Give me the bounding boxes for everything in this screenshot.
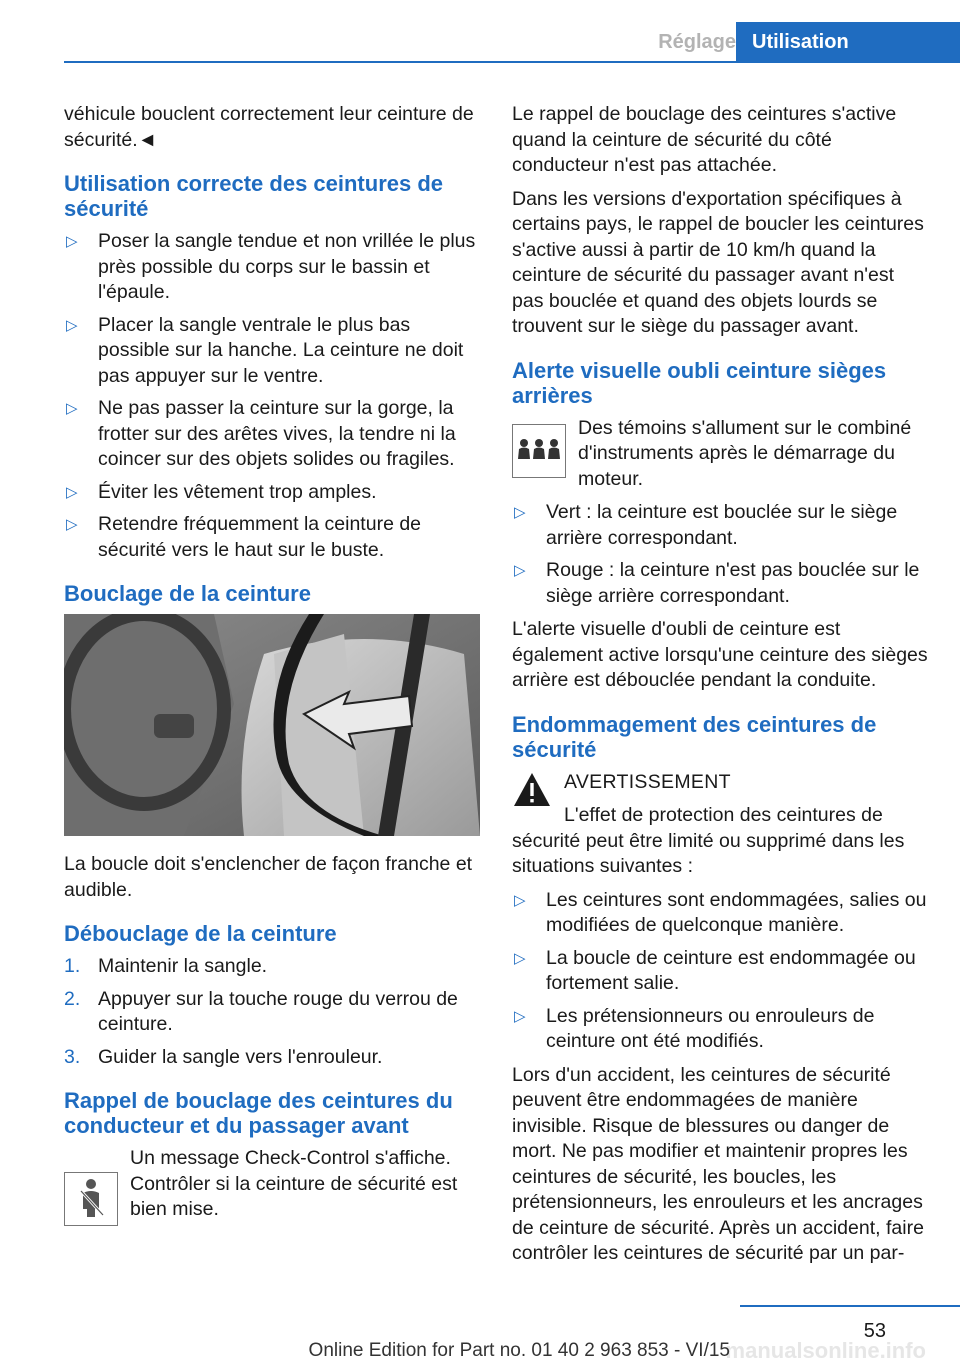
list-item: 1. Maintenir la sangle. <box>64 955 268 977</box>
list-item: ▷ Poser la sangle tendue et non vrillée le plus près possible du corps sur le bassin et l'épaule. <box>66 230 476 303</box>
list-item: 3. Guider la sangle vers l'enrouleur. <box>64 1045 383 1068</box>
bullet-marker-icon: ▷ <box>514 1007 526 1025</box>
bullet-marker-icon: ▷ <box>66 483 78 501</box>
section-title-unbuckling: Débouclage de la ceinture <box>64 921 337 946</box>
reminder-block <box>64 1146 482 1223</box>
list-item: ▷ Éviter les vêtement trop amples. <box>64 480 482 506</box>
section-title-reminder: Rappel de bouclage des ceintures du conducteur et du passager avant <box>64 1088 453 1138</box>
bullet-marker-icon: ▷ <box>66 400 78 417</box>
bullet-marker-icon: ▷ <box>66 516 78 533</box>
rear-alert-list <box>512 500 930 609</box>
list-item: ▷ Rouge : la ceinture n'est pas bouclée sur le siège arrière correspondant. <box>514 559 920 607</box>
edition-text: Online Edition for Part no. 01 40 2 963 853 - VI/15 <box>308 1340 730 1361</box>
correct-use-list <box>64 229 482 563</box>
tab-reglage[interactable]: Réglage <box>658 31 736 53</box>
bullet-marker-icon: ▷ <box>514 562 526 579</box>
list-item: ▷ La boucle de ceinture est endommagée ou fortement salie. <box>514 946 916 994</box>
list-item: 2. Appuyer sur la touche rouge du verrou de ceinture. <box>64 987 458 1035</box>
tab-utilisation[interactable]: Utilisation <box>736 22 960 62</box>
list-item: ▷ Vert : la ceinture est bouclée sur le siège arrière correspondant. <box>514 501 898 549</box>
damage-list <box>512 888 930 1055</box>
warning-title: AVERTISSEMENT <box>564 770 731 793</box>
seatbelt-icon <box>64 1172 118 1226</box>
page-number: 53 <box>863 1320 886 1342</box>
rear-alert-text: Des témoins s'allument sur le combiné d'instruments après le démarrage du moteur. <box>578 416 912 490</box>
section-title-buckling: Bouclage de la ceinture <box>64 581 311 606</box>
watermark: manualsonline.info <box>725 1338 926 1363</box>
section-title-correct-use: Utilisation correcte des ceintures de sécurité <box>64 171 444 221</box>
section-title-damage: Endommagement des ceintures de sécurité <box>512 711 877 762</box>
reminder-activation-text: Le rappel de bouclage des ceintures s'active quand la ceinture de sécurité du côté conducteur n'est pas attachée. <box>512 103 897 176</box>
reminder-text: Un message Check-Control s'affiche. Contrôler si la ceinture de sécurité est bien mise. <box>130 1147 458 1220</box>
list-item: ▷ Ne pas passer la ceinture sur la gorge, la frotter sur des arêtes vives, la tendre ni la coincer sur des objets solides ou fragiles. <box>66 397 456 470</box>
damage-after-text: Lors d'un accident, les ceintures de sécurité peuvent être endommagées de manière invisible. Risque de blessures ou danger de mort. Ne pas modifier et maintenir propres les ceintures de sécurité, les boucles, les prétensionneurs, les enrouleurs et les ancrages de ceinture de sécurité. Après un accident, faire contrôler les ceintures de sécurité par un par- <box>512 1063 924 1264</box>
intro-text: véhicule bouclent correctement leur ceinture de sécurité.◄ <box>64 103 474 151</box>
bullet-marker-icon: ▷ <box>66 316 78 334</box>
rear-alert-after-text: L'alerte visuelle d'oubli de ceinture est également active lorsqu'une ceinture des sièges arrière est débouclée pendant la conduite. <box>512 618 928 691</box>
list-item: ▷ Les ceintures sont endommagées, salies ou modifiées de quelconque manière. <box>514 888 927 936</box>
list-item: ▷ Les prétensionneurs ou enrouleurs de ceinture ont été modifiés. <box>514 1004 875 1052</box>
footer-rule <box>740 1305 960 1307</box>
seatbelt-buckling-photo <box>64 614 480 836</box>
list-item: ▷ Placer la sangle ventrale le plus bas possible sur la hanche. La ceinture ne doit pas appuyer sur le ventre. <box>66 313 464 387</box>
buckling-text: La boucle doit s'enclencher de façon franche et audible. <box>64 853 473 901</box>
unbuckling-steps <box>64 954 482 1070</box>
bullet-marker-icon: ▷ <box>514 891 526 909</box>
list-item: ▷ Retendre fréquemment la ceinture de sécurité vers le haut sur le buste. <box>66 513 422 561</box>
bullet-marker-icon: ▷ <box>514 504 526 521</box>
left-column <box>64 102 482 1231</box>
warning-triangle-icon <box>512 770 552 810</box>
rear-seat-occupants-icon <box>512 424 566 478</box>
bullet-marker-icon: ▷ <box>66 233 78 250</box>
rear-alert-block <box>512 416 930 493</box>
bullet-marker-icon: ▷ <box>514 949 526 967</box>
warning-block <box>512 770 930 796</box>
right-column <box>512 102 930 1275</box>
section-title-rear-alert: Alerte visuelle oubli ceinture sièges arrières <box>512 357 887 408</box>
warning-text: L'effet de protection des ceintures de sécurité peut être limité ou supprimé dans les situations suivantes : <box>512 804 905 877</box>
export-versions-text: Dans les versions d'exportation spécifiques à certains pays, le rappel de boucler les ceintures s'active aussi à partir de 10 km/h quand la ceinture de sécurité du passager avant n'est pas bouclée et quand des objets lourds se trouvent sur le siège du passager avant. <box>512 187 924 337</box>
